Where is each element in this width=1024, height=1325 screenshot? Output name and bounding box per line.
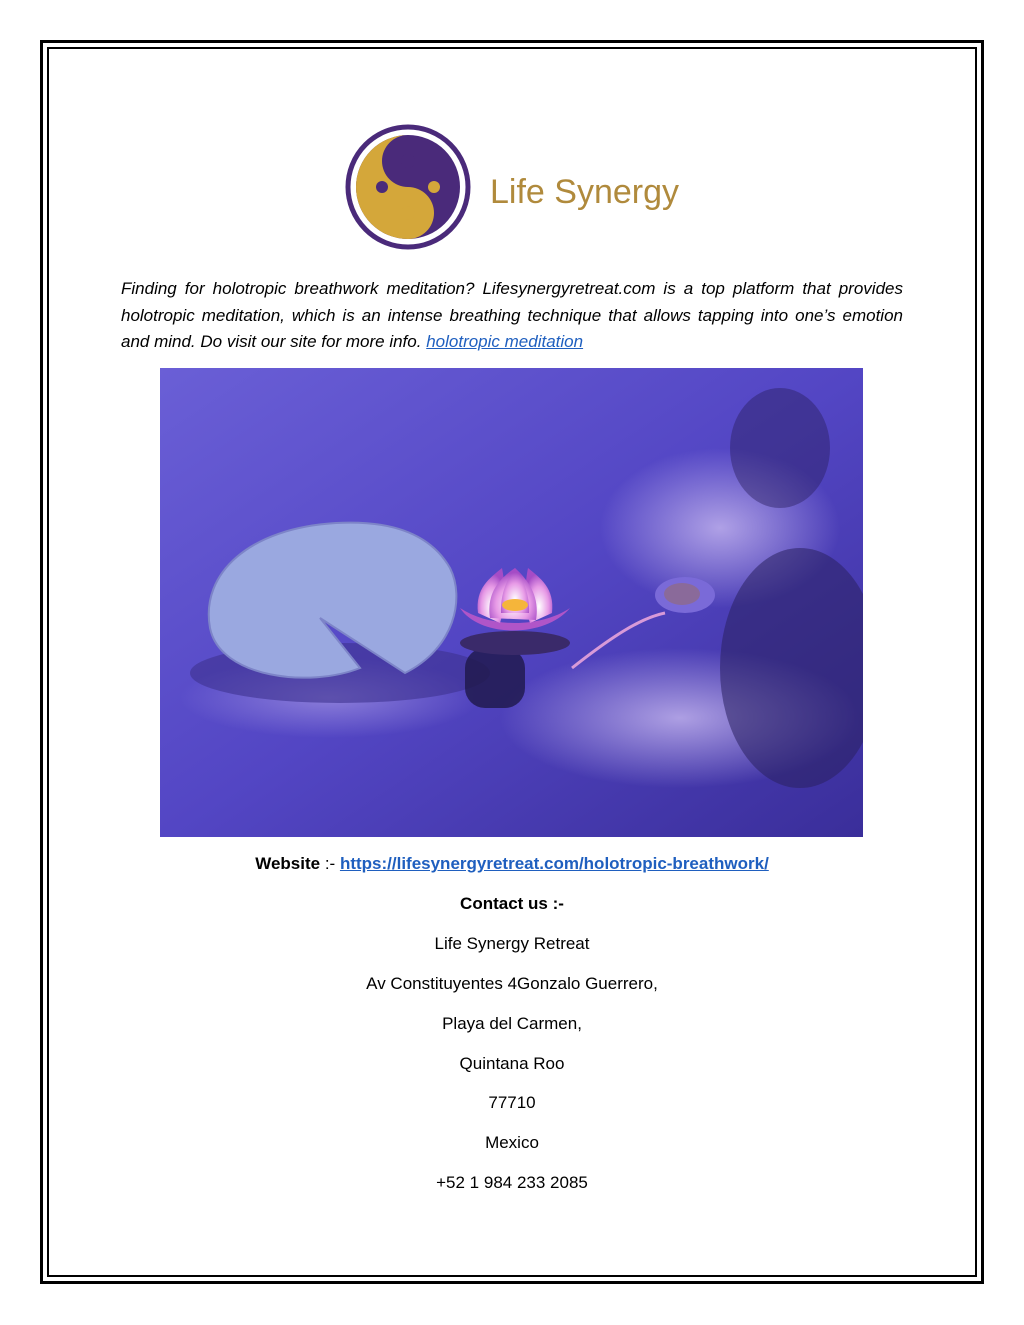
contact-address-line1: Av Constituyentes 4Gonzalo Guerrero, xyxy=(366,974,658,993)
intro-paragraph xyxy=(121,276,903,356)
contact-address-line2: Playa del Carmen, xyxy=(442,1014,582,1033)
holotropic-meditation-link[interactable]: holotropic meditation xyxy=(426,332,584,351)
contact-postal-code: 77710 xyxy=(488,1093,536,1112)
contact-phone[interactable]: +52 1 984 233 2085 xyxy=(436,1173,588,1192)
lotus-photo xyxy=(160,368,863,837)
contact-heading: Contact us :- xyxy=(460,894,564,913)
contact-state: Quintana Roo xyxy=(459,1054,565,1073)
logo-brand-text: Life Synergy xyxy=(490,173,679,211)
intro-text: Finding for holotropic breathwork meditation? Lifesynergyretreat.com is a top platform that provides holotropic meditation, which is an intense breathing technique that allows tapping into one’s emotion and mind. Do visit our site for more info. xyxy=(121,279,903,351)
website-line xyxy=(0,853,1024,875)
contact-country: Mexico xyxy=(485,1133,539,1152)
website-separator: :- xyxy=(324,854,336,873)
contact-name: Life Synergy Retreat xyxy=(434,934,590,953)
website-url-link[interactable]: https://lifesynergyretreat.com/holotropic-breathwork/ xyxy=(339,854,769,873)
website-label: Website xyxy=(255,854,321,873)
life-synergy-logo xyxy=(344,123,689,253)
